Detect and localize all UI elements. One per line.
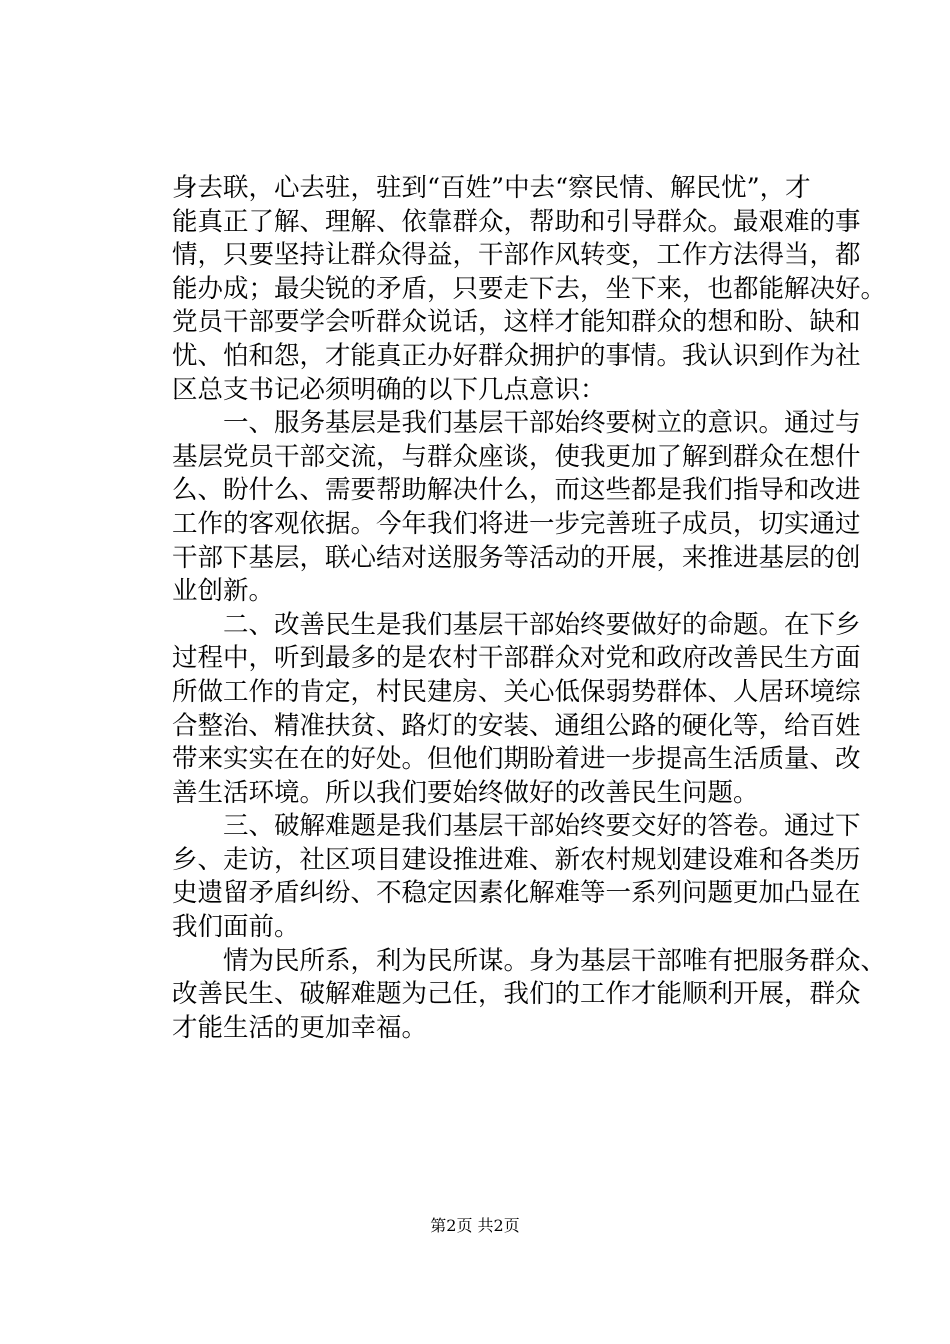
text-line: 么、盼什么、需要帮助解决什么，而这些都是我们指导和改进 xyxy=(172,475,861,506)
text-line: 身去联，心去驻，驻到“百姓”中去“察民情、解民忧”，才 xyxy=(172,173,811,203)
text-line: 史遗留矛盾纠纷、不稳定因素化解难等一系列问题更加凸显在 xyxy=(172,878,861,909)
text-line: 带来实实在在的好处。但他们期盼着进一步提高生活质量、改 xyxy=(172,744,861,775)
text-line: 所做工作的肯定，村民建房、关心低保弱势群体、人居环境综 xyxy=(172,676,861,707)
page-number-label: 第2页 共2页 xyxy=(430,1216,520,1235)
text-line: 一、服务基层是我们基层干部始终要树立的意识。通过与 xyxy=(223,408,861,439)
document-body xyxy=(172,172,887,1045)
paragraph xyxy=(172,609,861,811)
text-line: 能真正了解、理解、依靠群众，帮助和引导群众。最艰难的事 xyxy=(172,206,861,237)
text-line: 才能生活的更加幸福。 xyxy=(172,1012,428,1043)
text-line: 情为民所系，利为民所谋。身为基层干部唯有把服务群众、 xyxy=(223,945,887,976)
text-line: 工作的客观依据。今年我们将进一步完善班子成员，切实通过 xyxy=(172,508,861,539)
text-line: 区总支书记必须明确的以下几点意识： xyxy=(172,374,606,405)
text-line: 过程中，听到最多的是农村干部群众对党和政府改善民生方面 xyxy=(172,643,861,674)
paragraph xyxy=(172,945,887,1046)
text-line: 情，只要坚持让群众得益，干部作风转变，工作方法得当，都 xyxy=(172,240,861,271)
text-line: 三、破解难题是我们基层干部始终要交好的答卷。通过下 xyxy=(223,811,861,842)
paragraph xyxy=(172,810,861,944)
text-line: 基层党员干部交流，与群众座谈，使我更加了解到群众在想什 xyxy=(172,441,861,472)
text-line: 善生活环境。所以我们要始终做好的改善民生问题。 xyxy=(172,777,759,808)
paragraph xyxy=(172,172,887,407)
text-line: 业创新。 xyxy=(172,576,275,607)
text-line: 乡、走访，社区项目建设推进难、新农村规划建设难和各类历 xyxy=(172,844,861,875)
text-line: 干部下基层，联心结对送服务等活动的开展，来推进基层的创 xyxy=(172,542,861,573)
text-line: 合整治、精准扶贫、路灯的安装、通组公路的硬化等，给百姓 xyxy=(172,710,861,741)
text-line: 党员干部要学会听群众说话，这样才能知群众的想和盼、缺和 xyxy=(172,307,861,338)
text-line: 二、改善民生是我们基层干部始终要做好的命题。在下乡 xyxy=(223,609,861,640)
text-line: 我们面前。 xyxy=(172,912,300,943)
text-line: 忧、怕和怨，才能真正办好群众拥护的事情。我认识到作为社 xyxy=(172,340,861,371)
paragraph xyxy=(172,407,861,609)
text-line: 改善民生、破解难题为己任，我们的工作才能顺利开展，群众 xyxy=(172,979,861,1010)
text-line: 能办成；最尖锐的矛盾，只要走下去，坐下来，也都能解决好。 xyxy=(172,273,887,304)
page-footer xyxy=(0,1216,950,1236)
